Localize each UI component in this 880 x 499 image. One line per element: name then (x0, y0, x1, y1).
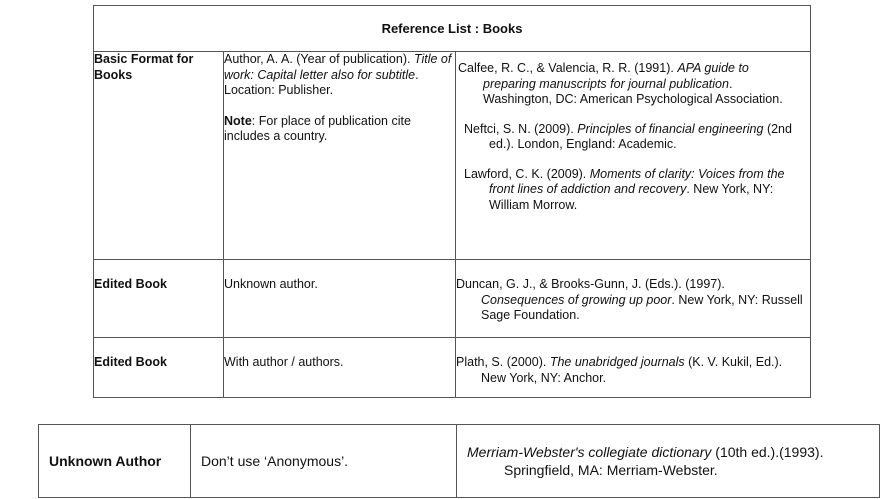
reference-entry: Neftci, S. N. (2009). Principles of financial engineering (2nd ed.). London, England: Academic. (464, 121, 792, 151)
table-row (39, 425, 880, 498)
reference-entry: Calfee, R. C., & Valencia, R. R. (1991). APA guide to preparing manuscripts for journal publication. Washington, DC: American Psychological Association. (458, 61, 783, 106)
table-row (94, 338, 811, 398)
table-row (94, 52, 811, 260)
reference-list-books-table (93, 5, 811, 398)
row-references (456, 338, 811, 398)
table-title: Reference List : Books (94, 6, 811, 52)
row-label: Basic Format for Books (94, 52, 224, 260)
row-references (456, 52, 811, 260)
row-label: Edited Book (94, 338, 224, 398)
format-description: Author, A. A. (Year of publication). Title of work: Capital letter also for subtitle. Location: Publisher. (224, 52, 452, 97)
reference-entry: Lawford, C. K. (2009). Moments of clarity: Voices from the front lines of addiction and recovery. New York, NY: William Morrow. (464, 166, 785, 212)
row-references (456, 260, 811, 338)
row-description (224, 52, 456, 260)
unknown-author-table (38, 424, 880, 498)
table-row (94, 260, 811, 338)
format-note: Note: For place of publication cite includes a country. (224, 113, 411, 143)
reference-entry: Plath, S. (2000). The unabridged journals (K. V. Kukil, Ed.). New York, NY: Anchor. (456, 355, 783, 385)
reference-entry: Duncan, G. J., & Brooks-Gunn, J. (Eds.). (1997). Consequences of growing up poor. New York, NY: Russell Sage Foundation. (456, 277, 803, 322)
reference-entry: Merriam-Webster's collegiate dictionary (10th ed.).(1993). Springfield, MA: Merriam-Webster. (467, 444, 824, 478)
row-description: Don’t use ‘Anonymous’. (191, 425, 457, 498)
row-description: With author / authors. (224, 338, 456, 398)
row-label: Edited Book (94, 260, 224, 338)
row-references (457, 425, 880, 498)
row-description: Unknown author. (224, 260, 456, 338)
row-label: Unknown Author (39, 425, 191, 498)
